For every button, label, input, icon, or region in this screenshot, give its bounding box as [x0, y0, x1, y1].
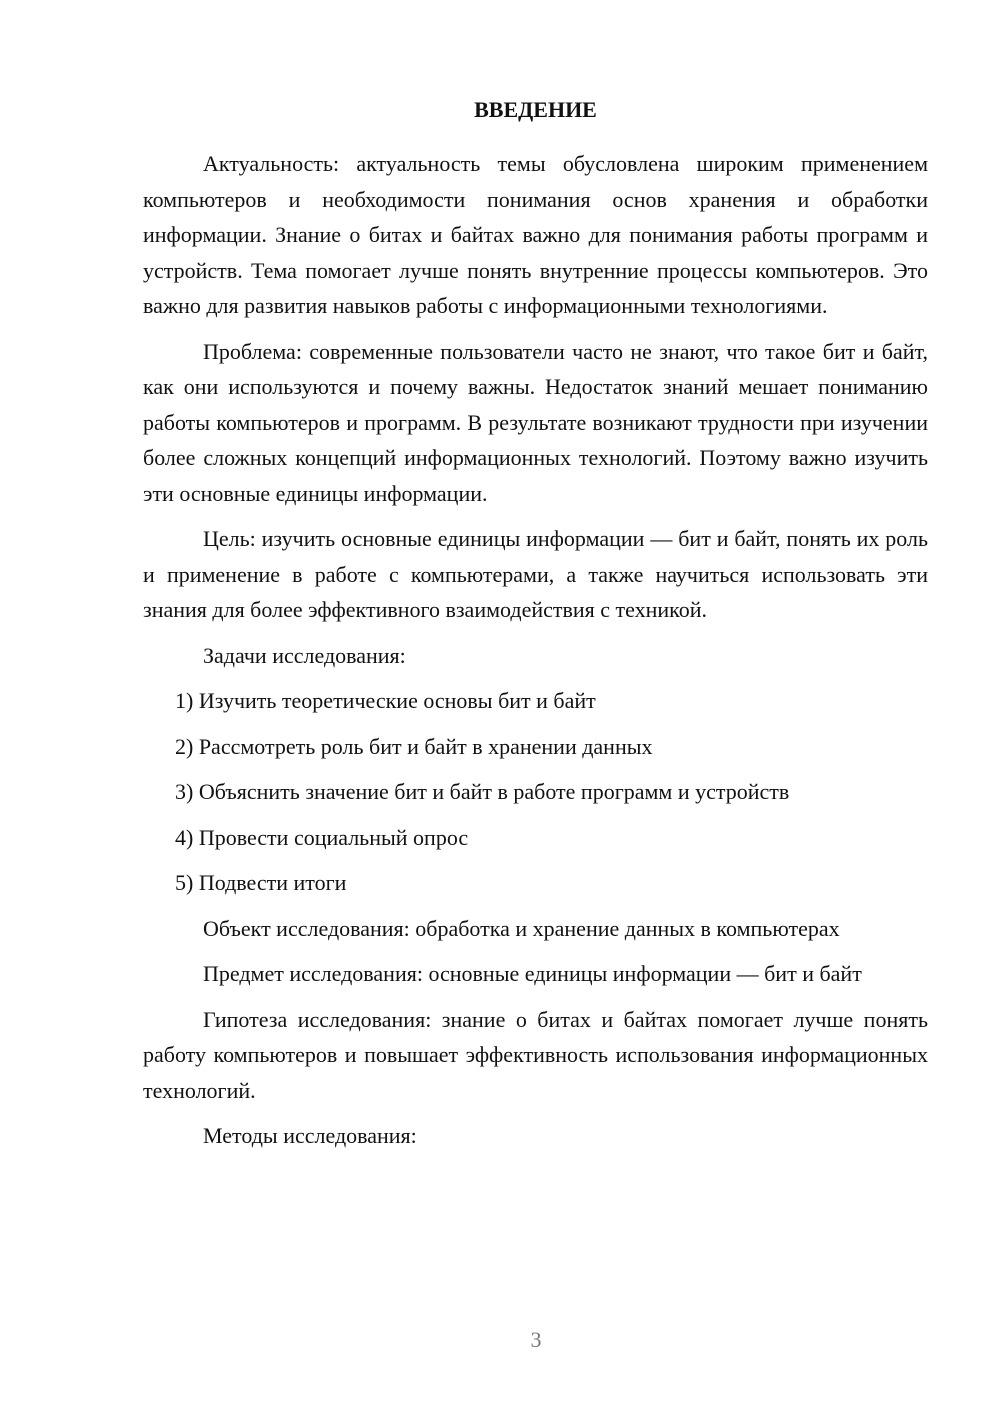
goal-paragraph: Цель: изучить основные единицы информации — бит и байт, понять их роль и применение в работе с компьютерами, а также научиться использовать эти знания для более эффективного взаимодействия с техникой. [143, 526, 928, 622]
list-item: 2) Рассмотреть роль бит и байт в хранении данных [175, 733, 653, 759]
list-item: 4) Провести социальный опрос [175, 824, 469, 850]
list-item: 1) Изучить теоретические основы бит и байт [175, 688, 596, 713]
page-content [143, 96, 928, 1164]
page-number: 3 [530, 1327, 542, 1352]
section-heading: ВВЕДЕНИЕ [474, 97, 597, 122]
subject-paragraph: Предмет исследования: основные единицы информации — бит и байт [203, 961, 862, 986]
relevance-paragraph: Актуальность: актуальность темы обусловлена широким применением компьютеров и необходимости понимания основ хранения и обработки информации. Знание о битах и байтах важно для понимания работы программ и устройств. Тема помогает лучше понять внутренние процессы компьютеров. Это важно для развития навыков работы с информационными технологиями. [143, 151, 928, 318]
tasks-list [143, 683, 928, 901]
hypothesis-paragraph: Гипотеза исследования: знание о битах и байтах помогает лучше понять работу компьютеров и повышает эффективность использования информационных технологий. [143, 1006, 928, 1103]
tasks-intro: Задачи исследования: [203, 642, 406, 668]
problem-paragraph: Проблема: современные пользователи часто не знают, что такое бит и байт, как они используются и почему важны. Недостаток знаний мешает пониманию работы компьютеров и программ. В результате возникают трудности при изучении более сложных концепций информационных технологий. Поэтому важно изучить эти основные единицы информации. [143, 338, 928, 506]
object-paragraph: Объект исследования: обработка и хранение данных в компьютерах [203, 915, 840, 941]
methods-paragraph: Методы исследования: [203, 1123, 417, 1148]
list-item: 5) Подвести итоги [175, 870, 347, 895]
list-item: 3) Объяснить значение бит и байт в работе программ и устройств [175, 779, 790, 804]
